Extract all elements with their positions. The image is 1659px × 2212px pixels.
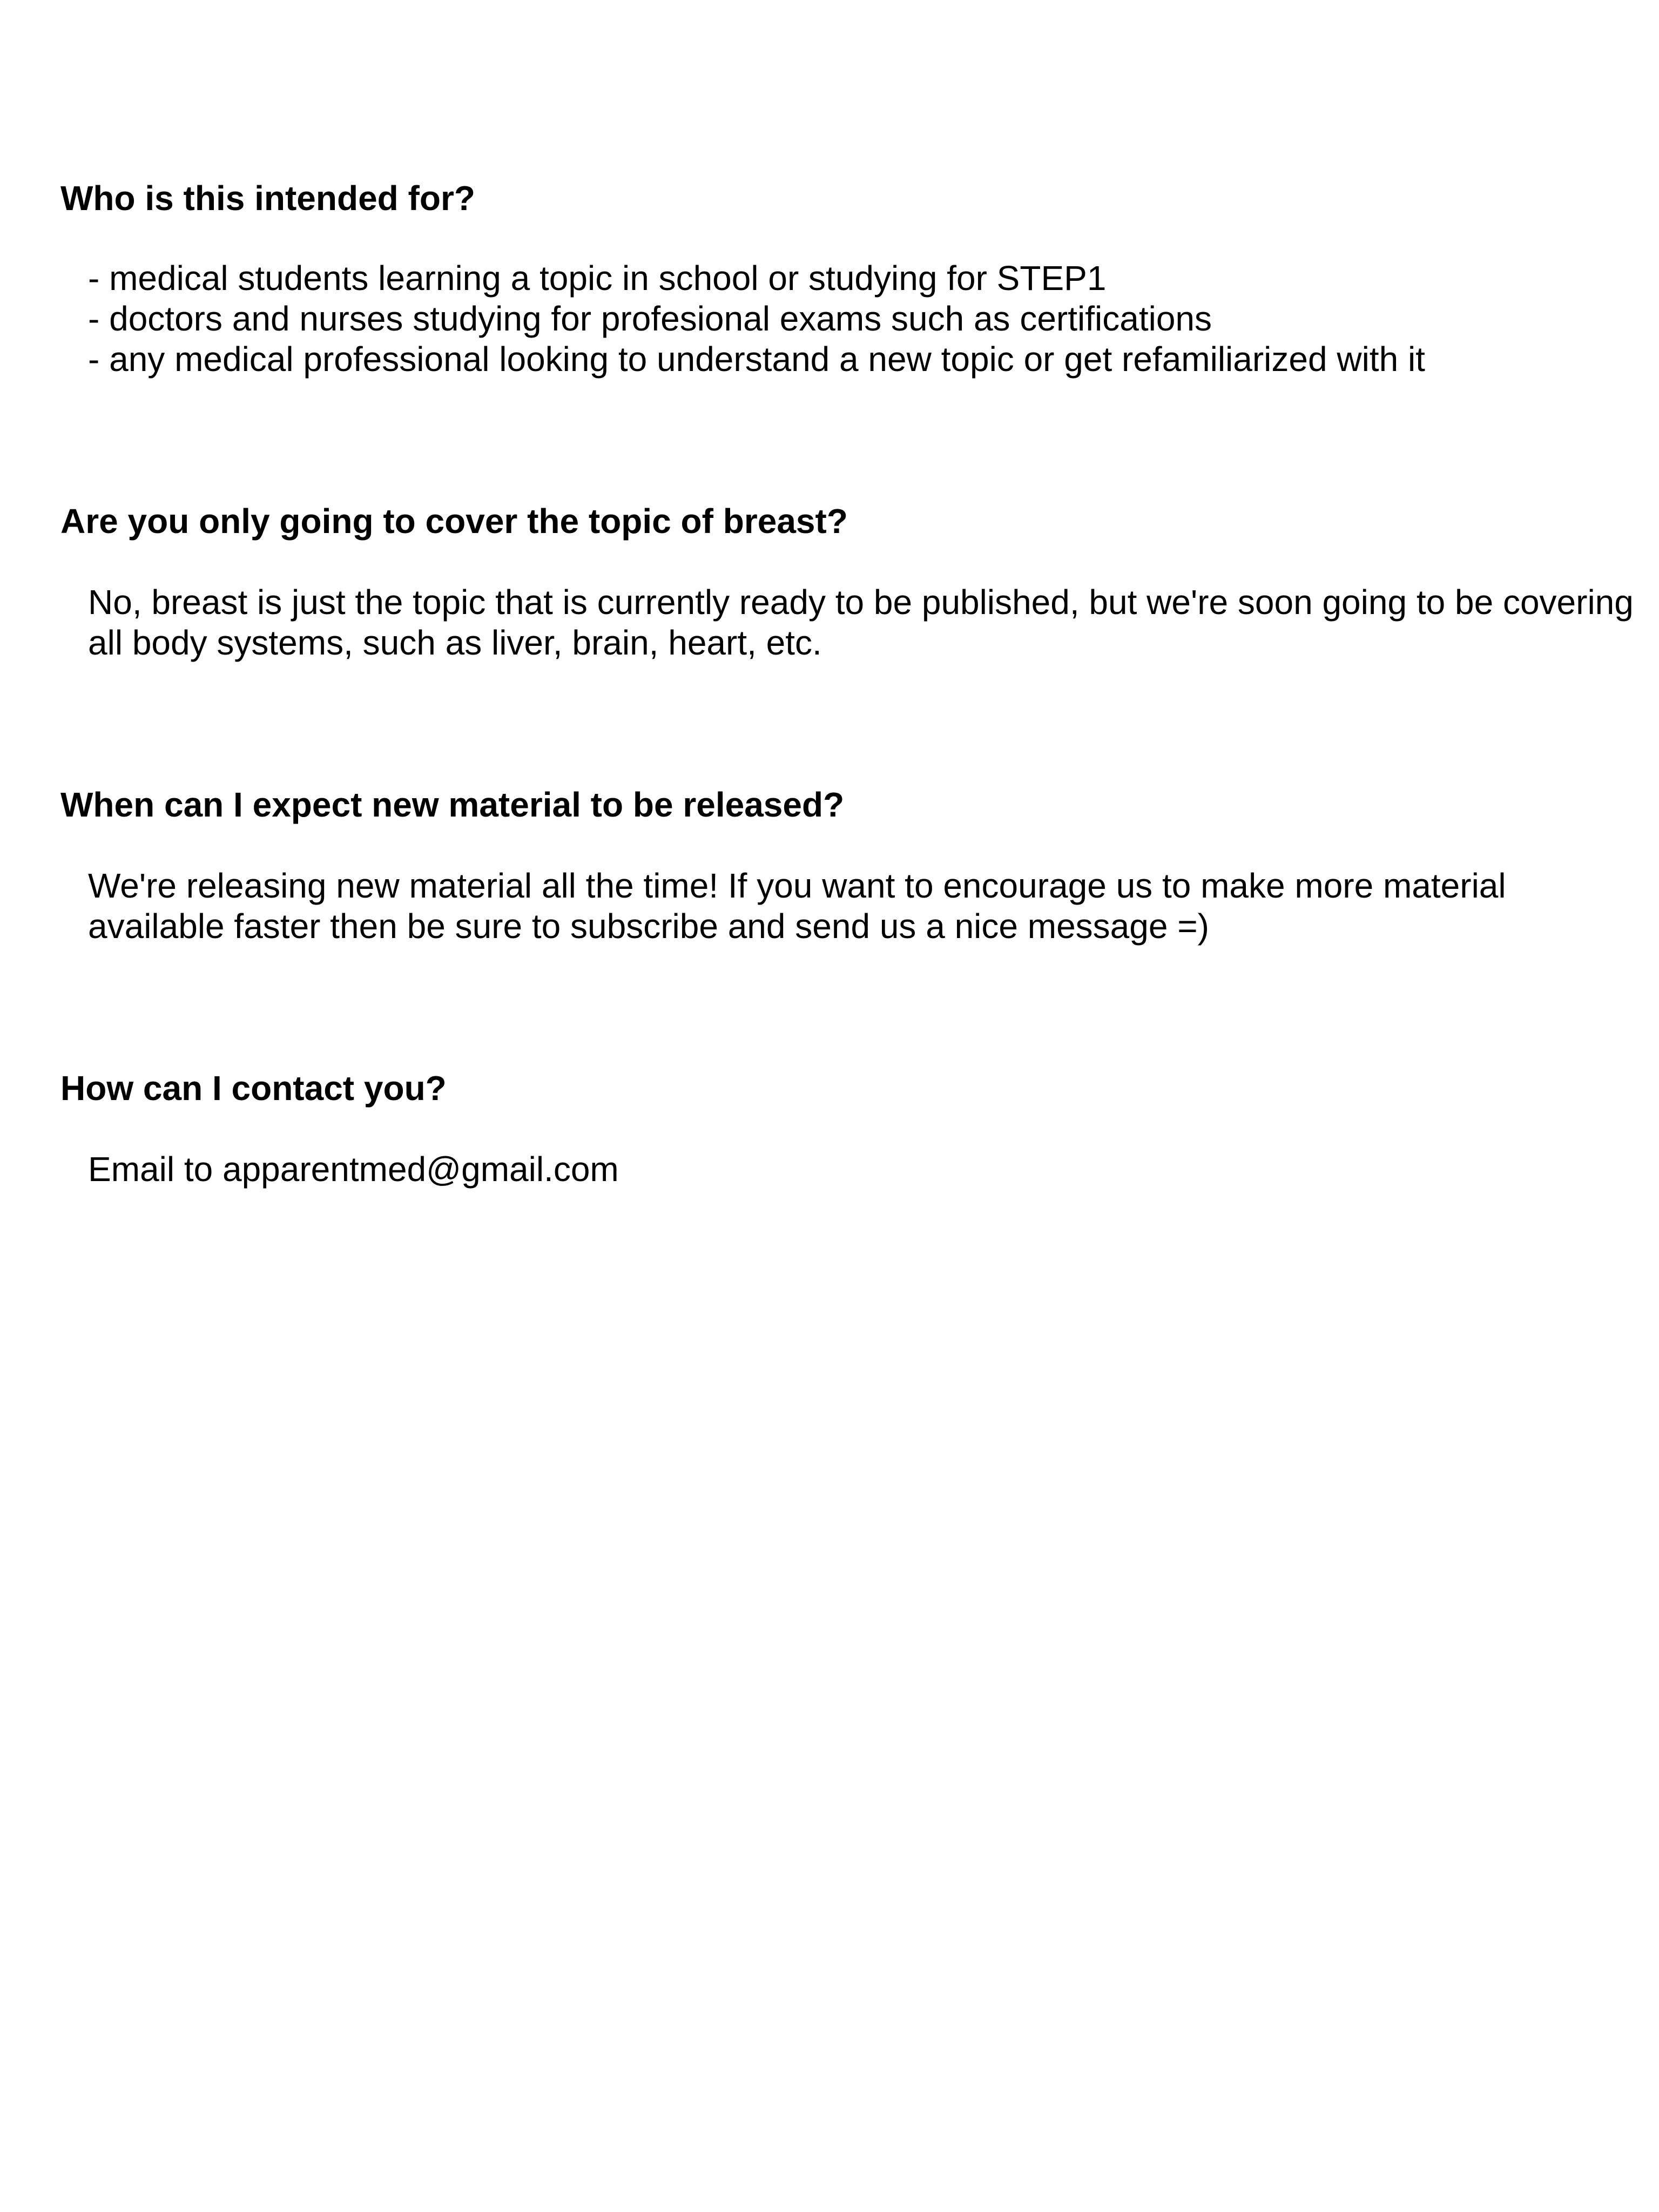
faq-answer-line: - any medical professional looking to understand a new topic or get refamiliarized with it — [88, 340, 1425, 379]
faq-answer-line: - doctors and nurses studying for profesional exams such as certifications — [88, 299, 1212, 338]
faq-answer-line: - medical students learning a topic in school or studying for STEP1 — [88, 259, 1107, 298]
faq-question: Who is this intended for? — [60, 179, 475, 218]
faq-answer-line: No, breast is just the topic that is currently ready to be published, but we're soon going to be covering — [88, 583, 1634, 622]
contact-email-text: Email to apparentmed@gmail.com — [88, 1150, 619, 1189]
faq-answer-line: available faster then be sure to subscribe and send us a nice message =) — [88, 907, 1209, 946]
faq-question: How can I contact you? — [60, 1069, 447, 1108]
faq-question: Are you only going to cover the topic of breast? — [60, 502, 848, 541]
faq-question: When can I expect new material to be released? — [60, 785, 845, 824]
faq-answer-line: We're releasing new material all the time! If you want to encourage us to make more material — [88, 866, 1506, 905]
faq-answer-line: all body systems, such as liver, brain, heart, etc. — [88, 623, 822, 662]
